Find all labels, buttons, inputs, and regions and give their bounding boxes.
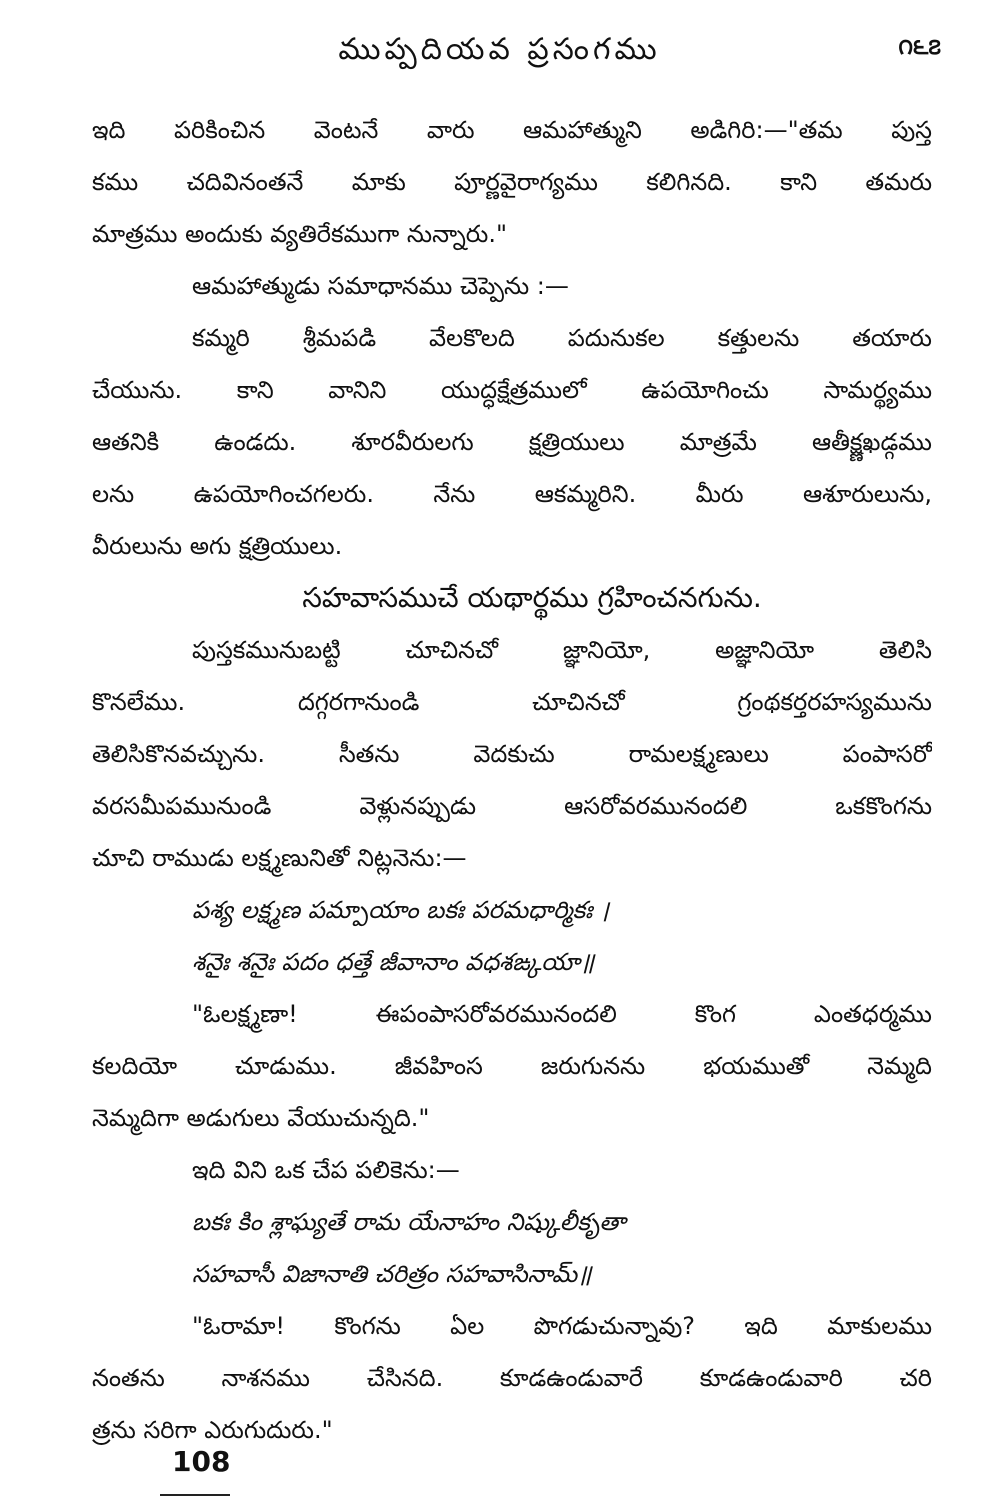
verse-line: శనైః శనైః పదం ధత్తే జీవానాం వధశఙ్కయా॥: [192, 948, 595, 976]
body-text: [92, 104, 932, 1456]
text-line: పుస్తకమునుబట్టి చూచినచో జ్ఞానియో, అజ్ఞానియో తెలిసి: [192, 636, 932, 664]
text-line: ఆతనికి ఉండదు. శూరవీరులగు క్షత్రియులు మాత్రమే ఆతీక్ష్ణఖడ్గము: [92, 428, 932, 456]
page-number-top: ౧౬౭: [898, 35, 941, 60]
text-line: వరసమీపమునుండి వెళ్లునప్పుడు ఆసరోవరమునందలి ఒకకొంగను: [92, 792, 932, 820]
text-line: చేయును. కాని వానిని యుద్ధక్షేత్రములో ఉపయోగించు సామర్థ్యము: [92, 376, 932, 404]
verse-line: సహవాసీ విజానాతి చరిత్రం సహవాసినామ్॥: [192, 1260, 592, 1288]
text-line: తెలిసికొనవచ్చును. సీతను వెదకుచు రామలక్ష్మణులు పంపాసరో: [92, 740, 932, 768]
verse-line: బకః కిం శ్లాఘ్యతే రామ యేనాహం నిష్కులీకృతా: [192, 1208, 626, 1236]
text-line: వీరులును అగు క్షత్రియులు.: [92, 532, 343, 560]
text-line: త్రను సరిగా ఎరుగుదురు.": [92, 1416, 333, 1444]
text-line: కమ్మరి శ్రీమపడి వేలకొలది పదునుకల కత్తులను తయారు: [192, 324, 932, 352]
text-line: ఇది విని ఒక చేప పలికెను:—: [192, 1156, 460, 1184]
text-line: మాత్రము అందుకు వ్యతిరేకముగా నున్నారు.": [92, 220, 507, 248]
text-line: నంతను నాశనము చేసినది. కూడఉండువారే కూడఉండువారి చరి: [92, 1364, 932, 1392]
verse-line: పశ్య లక్ష్మణ పమ్పాయాం బకః పరమధార్మికః ।: [192, 896, 610, 924]
page-number-bottom: 108: [172, 1445, 231, 1478]
running-title: ముప్పదియవ ప్రసంగము: [338, 32, 661, 67]
text-line: చూచి రాముడు లక్ష్మణునితో నిట్లనెను:—: [92, 844, 467, 872]
section-heading: సహవాసముచే యథార్థము గ్రహించనగును.: [302, 581, 762, 614]
text-line: కలదియో చూడుము. జీవహింస జరుగునను భయముతో నెమ్మది: [92, 1052, 932, 1080]
text-line: ఇది పరికించిన వెంటనే వారు ఆమహాత్ముని అడిగిరి:—"తమ పుస్త: [92, 116, 932, 144]
text-line: "ఓరామా! కొంగను ఏల పొగడుచున్నావు? ఇది మాకులము: [192, 1312, 932, 1340]
text-line: "ఓలక్ష్మణా! ఈపంపాసరోవరమునందలి కొంగ ఎంతధర్మము: [192, 1000, 932, 1028]
text-line: నెమ్మదిగా అడుగులు వేయుచున్నది.": [92, 1104, 430, 1132]
text-line: కము చదివినంతనే మాకు పూర్ణవైరాగ్యము కలిగినది. కాని తమరు: [92, 168, 932, 196]
text-line: ఆమహాత్ముడు సమాధానము చెప్పెను :—: [192, 272, 569, 300]
bottom-rule: [160, 1494, 230, 1499]
text-line: కొనలేము. దగ్గరగానుండి చూచినచో గ్రంథకర్తరహస్యమును: [92, 688, 932, 716]
text-line: లను ఉపయోగించగలరు. నేను ఆకమ్మరిని. మీరు ఆశూరులును,: [92, 480, 932, 508]
